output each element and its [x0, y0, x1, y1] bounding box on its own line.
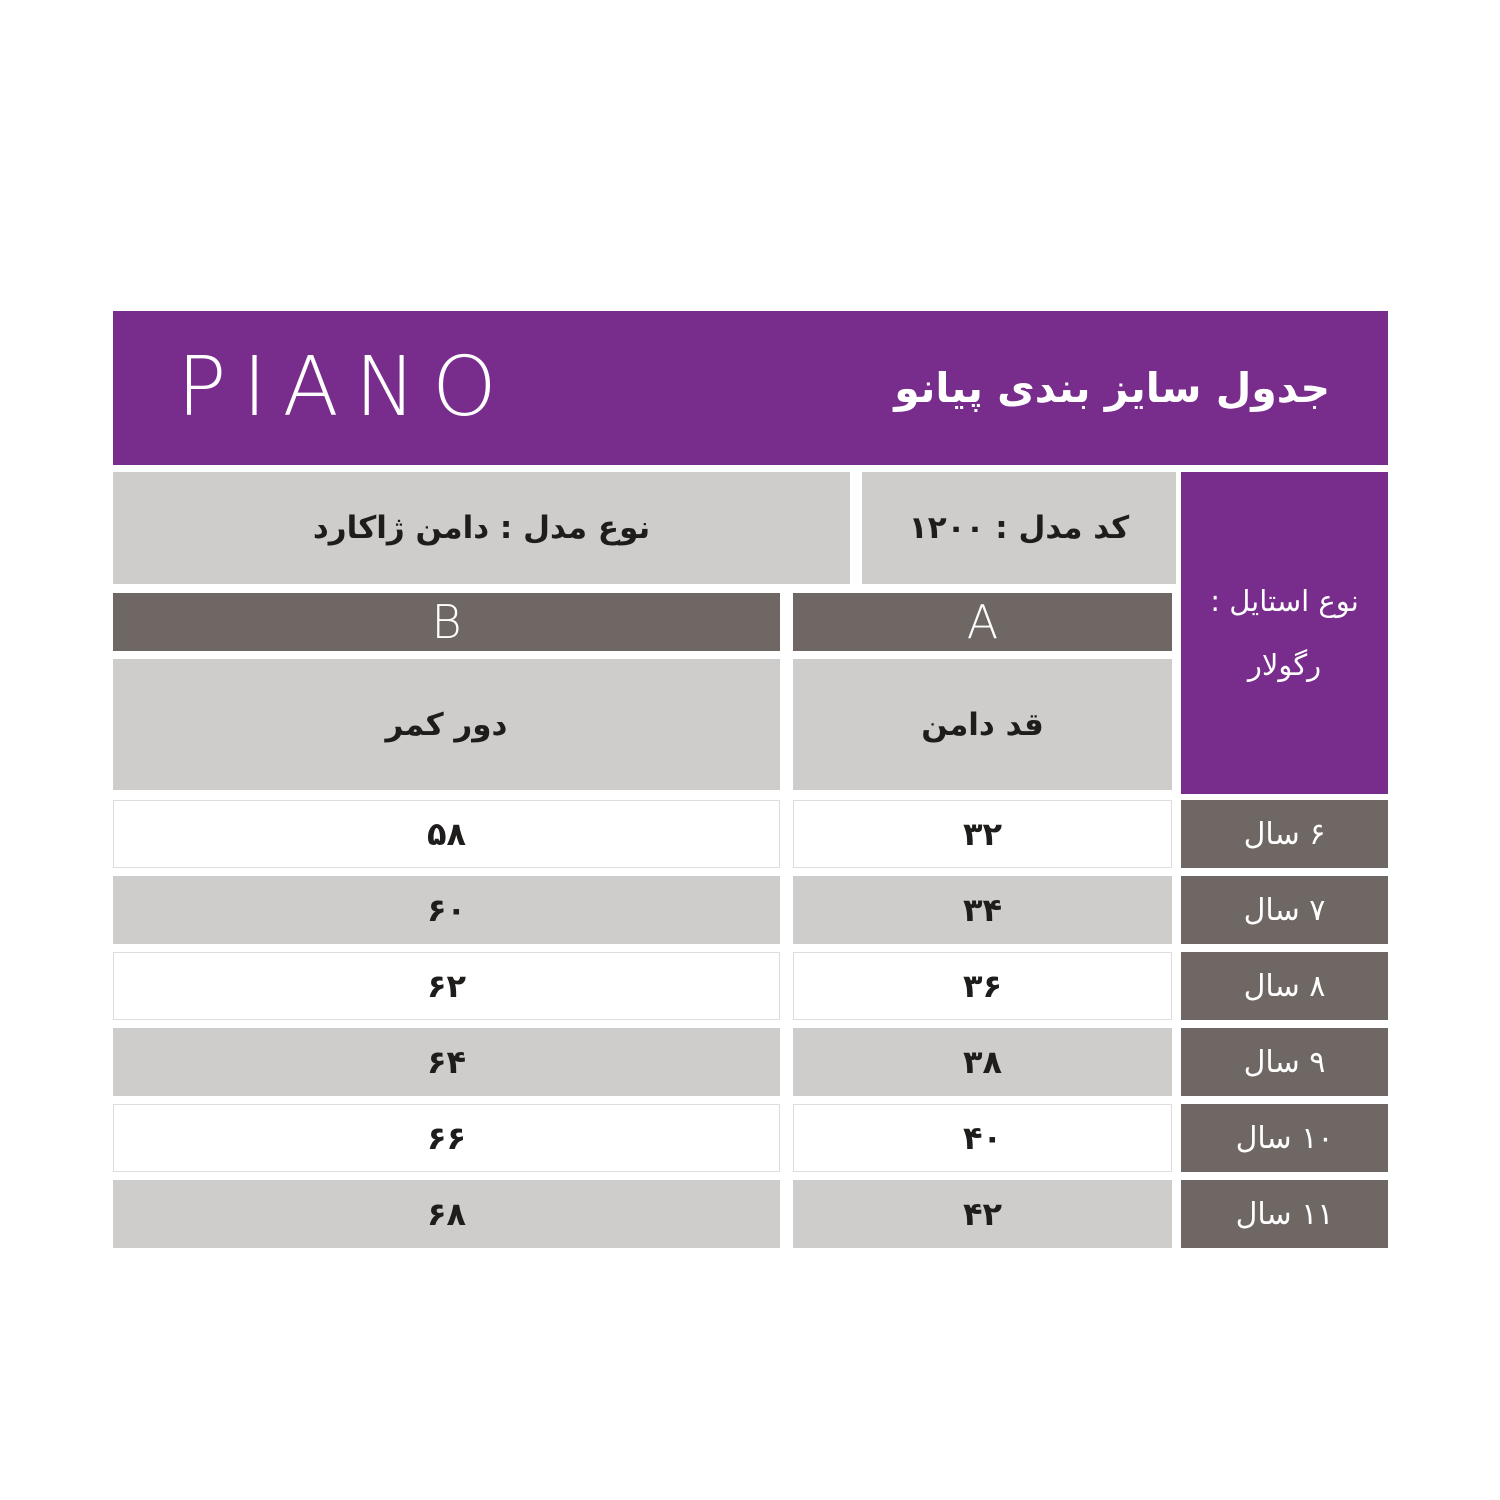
skirt-length-value: ۳۴	[793, 876, 1172, 944]
skirt-length-value: ۳۲	[793, 800, 1172, 868]
table-row	[113, 800, 1388, 868]
waist-value: ۶۶	[113, 1104, 780, 1172]
brand-header-bar	[113, 311, 1388, 465]
column-header-b: B	[113, 593, 780, 651]
table-row	[113, 1104, 1388, 1172]
column-header-a: A	[793, 593, 1172, 651]
model-type-cell: نوع مدل : دامن ژاکارد	[113, 472, 850, 584]
brand-logo: PIANO	[177, 340, 513, 435]
age-label: ۱۰ سال	[1181, 1104, 1388, 1172]
waist-value: ۵۸	[113, 800, 780, 868]
age-label: ۱۱ سال	[1181, 1180, 1388, 1248]
skirt-length-value: ۴۲	[793, 1180, 1172, 1248]
measure-label-skirt-length: قد دامن	[793, 659, 1172, 790]
measure-label-waist: دور کمر	[113, 659, 780, 790]
skirt-length-value: ۴۰	[793, 1104, 1172, 1172]
table-row	[113, 952, 1388, 1020]
table-row	[113, 876, 1388, 944]
waist-value: ۶۲	[113, 952, 780, 1020]
skirt-length-value: ۳۸	[793, 1028, 1172, 1096]
age-label: ۶ سال	[1181, 800, 1388, 868]
page-title: جدول سایز بندی پیانو	[894, 364, 1330, 412]
age-label: ۹ سال	[1181, 1028, 1388, 1096]
waist-value: ۶۸	[113, 1180, 780, 1248]
skirt-length-value: ۳۶	[793, 952, 1172, 1020]
age-label: ۷ سال	[1181, 876, 1388, 944]
style-type-cell	[1181, 472, 1388, 794]
size-chart-table	[113, 311, 1388, 1248]
style-type-label: نوع استایل :	[1210, 584, 1359, 618]
age-label: ۸ سال	[1181, 952, 1388, 1020]
waist-value: ۶۴	[113, 1028, 780, 1096]
waist-value: ۶۰	[113, 876, 780, 944]
style-type-value: رگولار	[1247, 648, 1322, 682]
model-code-cell: کد مدل : ۱۲۰۰	[862, 472, 1176, 584]
table-row	[113, 1180, 1388, 1248]
table-row	[113, 1028, 1388, 1096]
